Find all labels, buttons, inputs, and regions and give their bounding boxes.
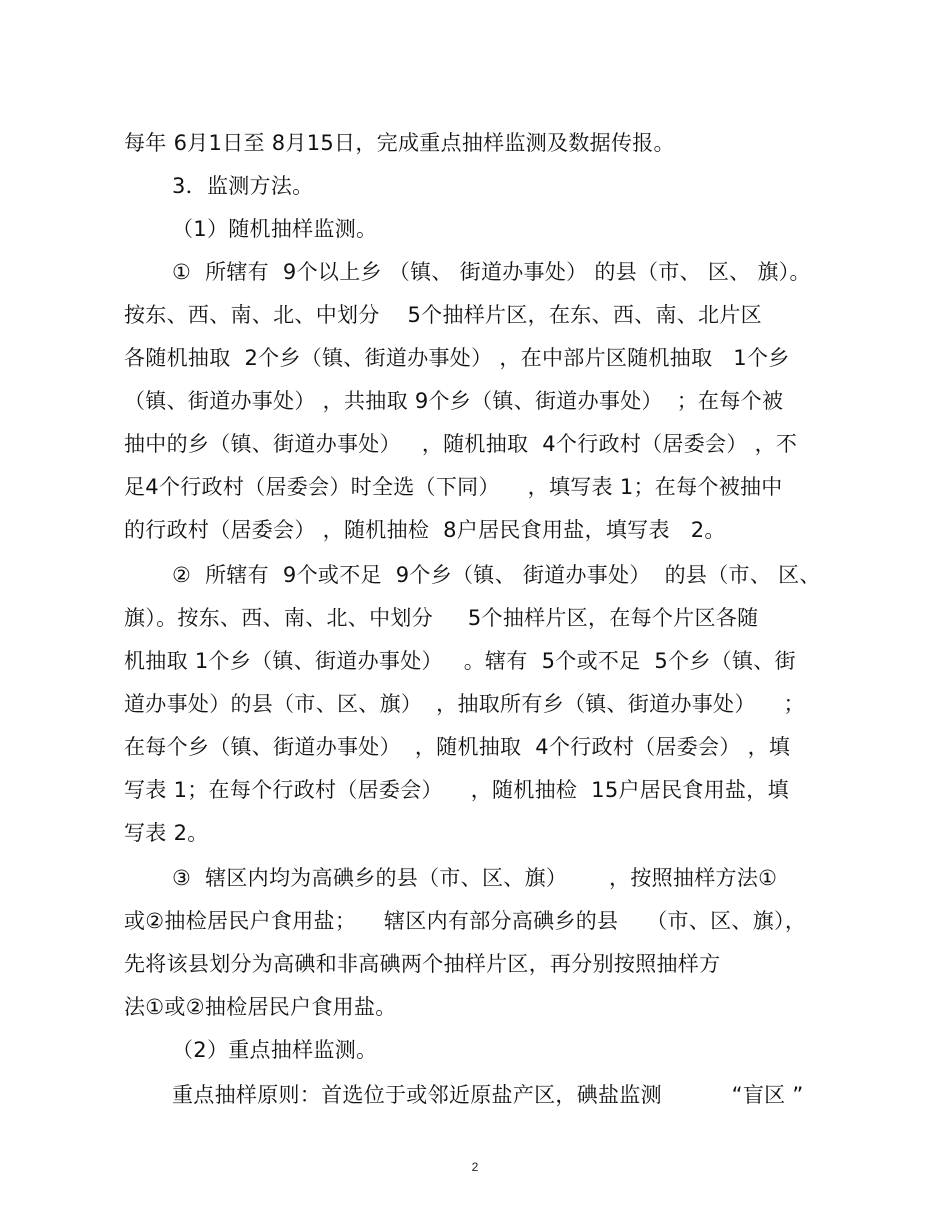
text-line: 写表 2。 [124,821,209,845]
text-line: （镇、街道办事处） ，共抽取 9个乡（镇、街道办事处） ；在每个被 [124,389,784,413]
page-number: 2 [471,1160,479,1174]
text-line: ② 所辖有 9个或不足 9个乡（镇、 街道办事处） 的县（市、 区、 [172,563,821,587]
text-line: 足4个行政村（居委会）时全选（下同） ，填写表 1；在每个被抽中 [124,475,783,499]
text-line: 写表 1；在每个行政村（居委会） ，随机抽检 15户居民食用盐，填 [124,778,789,802]
text-line: 法①或②抽检居民户食用盐。 [124,995,397,1019]
text-line: 3．监测方法。 [172,174,314,198]
text-line: 各随机抽取 2个乡（镇、街道办事处） ，在中部片区随机抽取 1个乡 [124,346,790,370]
text-line: ③ 辖区内均为高碘乡的县（市、区、旗） ，按照抽样方法① [172,866,778,890]
text-line: 道办事处）的县（市、区、旗） ，抽取所有乡（镇、街道办事处） ； [124,692,805,716]
text-line: 的行政村（居委会） ，随机抽检 8户居民食用盐，填写表 2。 [124,518,726,542]
text-line: 抽中的乡（镇、街道办事处） ，随机抽取 4个行政村（居委会） ，不 [124,432,798,456]
text-line: （2）重点抽样监测。 [172,1038,378,1062]
text-line: 或②抽检居民户食用盐； 辖区内有部分高碘乡的县 （市、区、旗）， [124,909,807,933]
text-line: 按东、西、南、北、中划分 5个抽样片区，在东、西、南、北片区 [124,303,762,327]
text-line: ① 所辖有 9个以上乡 （镇、 街道办事处） 的县（市、 区、 旗）。 [172,260,811,284]
text-line: 旗）。按东、西、南、北、中划分 5个抽样片区，在每个片区各随 [124,606,759,630]
text-line: 机抽取 1个乡（镇、街道办事处） 。辖有 5个或不足 5个乡（镇、街 [124,649,796,673]
text-line: 先将该县划分为高碘和非高碘两个抽样片区，再分别按照抽样方 [124,952,721,976]
text-line: 重点抽样原则：首选位于或邻近原盐产区，碘盐监测 “盲区 ” [172,1083,804,1107]
text-line: 每年 6月1日至 8月15日，完成重点抽样监测及数据传报。 [124,131,675,155]
text-line: （1）随机抽样监测。 [172,217,378,241]
text-line: 在每个乡（镇、街道办事处） ，随机抽取 4个行政村（居委会） ，填 [124,735,791,759]
